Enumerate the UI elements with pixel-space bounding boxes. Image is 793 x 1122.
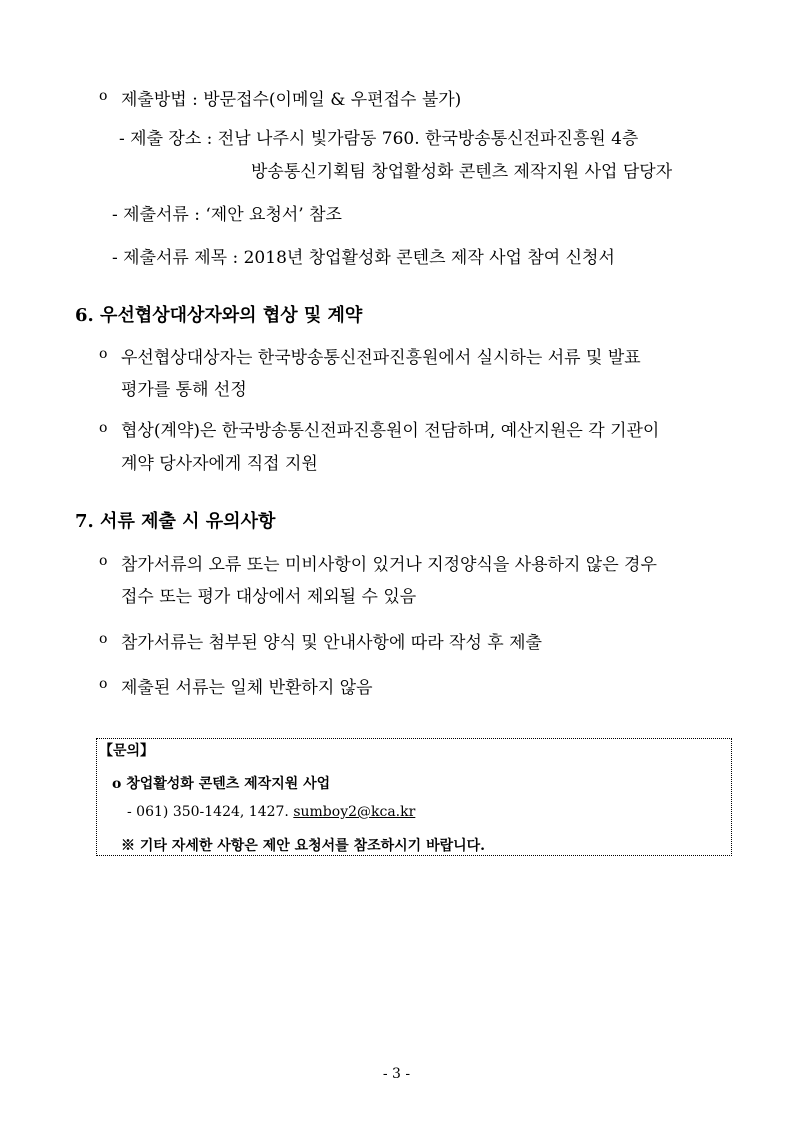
inquiry-email-link[interactable]: sumboy2@kca.kr xyxy=(293,804,416,820)
page-number: - 3 - xyxy=(382,1066,411,1082)
bullet-icon: o xyxy=(99,346,108,362)
inquiry-note: ※ 기타 자세한 사항은 제안 요청서를 참조하시기 바랍니다. xyxy=(121,838,486,854)
section6-item1-line2: 평가를 통해 선정 xyxy=(121,380,247,400)
section7-item3: 제출된 서류는 일체 반환하지 않음 xyxy=(121,678,373,698)
bullet-icon: o xyxy=(99,676,108,692)
submission-place-line2: 방송통신기획팀 창업활성화 콘텐츠 제작지원 사업 담당자 xyxy=(251,162,673,182)
section7-item1-line1: 참가서류의 오류 또는 미비사항이 있거나 지정양식을 사용하지 않은 경우 xyxy=(121,555,657,575)
bullet-icon: o xyxy=(99,631,108,647)
submission-doc-title: - 제출서류 제목 : 2018년 창업활성화 콘텐츠 제작 사업 참여 신청서 xyxy=(112,248,615,268)
inquiry-title: 【문의】 xyxy=(99,743,155,759)
section6-heading: 6. 우선협상대상자와의 협상 및 계약 xyxy=(75,305,363,326)
section7-heading: 7. 서류 제출 시 유의사항 xyxy=(75,511,276,532)
inquiry-item: o 창업활성화 콘텐츠 제작지원 사업 xyxy=(112,776,331,792)
bullet-icon: o xyxy=(99,420,108,436)
section6-item1-line1: 우선협상대상자는 한국방송통신전파진흥원에서 실시하는 서류 및 발표 xyxy=(121,348,641,368)
section7-item1-line2: 접수 또는 평가 대상에서 제외될 수 있음 xyxy=(121,587,417,607)
section6-item2-line1: 협상(계약)은 한국방송통신전파진흥원이 전담하며, 예산지원은 각 기관이 xyxy=(121,421,660,441)
bullet-icon: o xyxy=(99,553,108,569)
section7-item2: 참가서류는 첨부된 양식 및 안내사항에 따라 작성 후 제출 xyxy=(121,633,542,653)
bullet-icon: o xyxy=(99,88,108,104)
section6-item2-line2: 계약 당사자에게 직접 지원 xyxy=(121,454,318,474)
submission-docs: - 제출서류 : ‘제안 요청서’ 참조 xyxy=(112,205,342,225)
inquiry-phone: - 061) 350-1424, 1427. xyxy=(127,804,289,820)
submission-method: 제출방법 : 방문접수(이메일 & 우편접수 불가) xyxy=(121,90,462,110)
inquiry-box xyxy=(96,738,732,856)
submission-place-line1: - 제출 장소 : 전남 나주시 빛가람동 760. 한국방송통신전파진흥원 4층 xyxy=(119,129,639,149)
inquiry-contact xyxy=(127,804,415,820)
